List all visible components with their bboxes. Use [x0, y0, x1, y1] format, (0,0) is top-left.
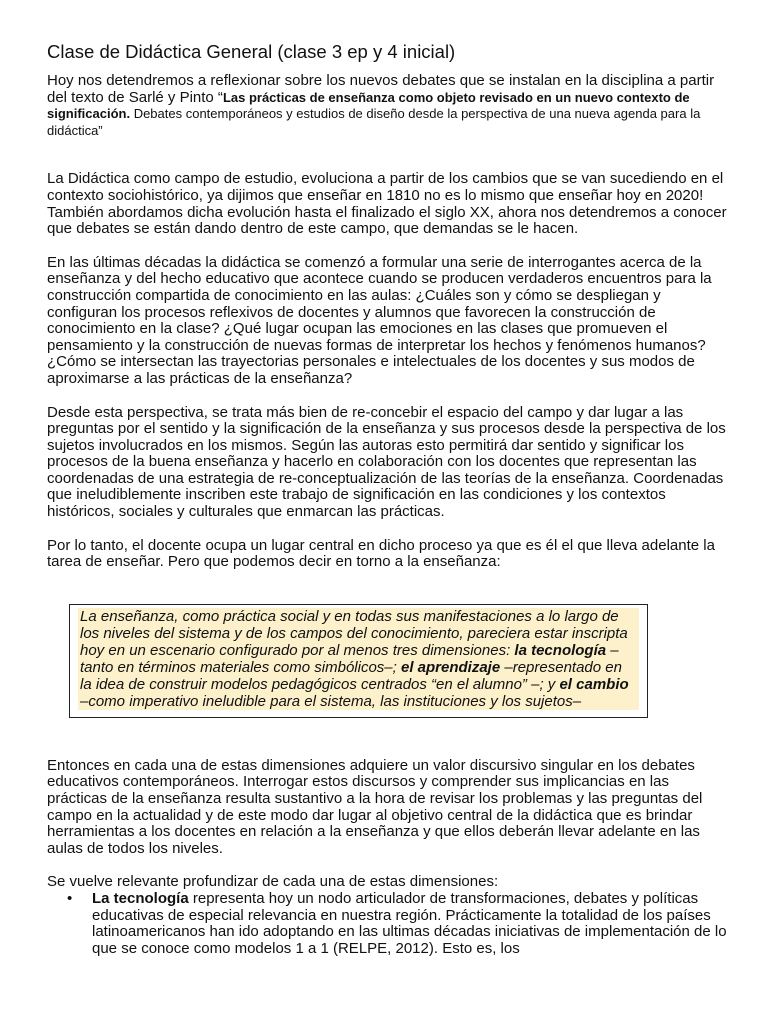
list-item-text: representa hoy un nodo articulador de transformaciones, debates y políticas educativas de especial relevancia en nuestra región. Prácticamente la totalidad de los países latinoamericanos han ido adoptando en las ultimas décadas iniciativas de implementación de lo que se conoce como modelos 1 a 1 (RELPE, 2012). Esto es, los [92, 890, 727, 957]
quote-part-4: –como imperativo ineludible para el sistema, las instituciones y los sujetos– [80, 692, 582, 710]
quote-text [78, 608, 639, 710]
quote-bold-learning: el aprendizaje [400, 658, 501, 676]
intro-paragraph [47, 73, 727, 139]
dimensions-list [47, 891, 727, 957]
paragraph-2: En las últimas décadas la didáctica se comenzó a formular una serie de interrogantes acerca de la enseñanza y del hecho educativo que acontece cuando se producen verdaderos encuentros para la construcción compartida de conocimiento en las aulas: ¿Cuáles son y cómo se despliegan y configuran los procesos reflexivos de docentes y alumnos que favorecen la construcción de conocimiento en la clase? ¿Qué lugar ocupan las emociones en las clases que promueven el pensamiento y la construcción de nuevas formas de interpretar los hechos y fenómenos humanos? ¿Cómo se intersectan las trayectorias personales e intelectuales de los docentes y sus modos de aproximarse a las prácticas de la enseñanza? [47, 253, 712, 387]
paragraph-1: La Didáctica como campo de estudio, evoluciona a partir de los cambios que se van sucediendo en el contexto sociohistórico, ya dijimos que enseñar en 1810 no es lo mismo que enseñar hoy en 2020! También abordamos dicha evolución hasta el finalizado el siglo XX, ahora nos detendremos a conocer que debates se están dando dentro de este campo, que demandas se le hacen. [47, 170, 727, 238]
list-intro: Se vuelve relevante profundizar de cada una de estas dimensiones: [47, 873, 499, 891]
quote-part-1: La enseñanza, como práctica social y en todas sus manifestaciones a lo largo de los niveles del sistema y de los campos del conocimiento, pareciera estar inscripta hoy en un escenario configurado por al menos tres dimensiones: [80, 607, 628, 659]
list-item [47, 891, 727, 957]
intro-bold-title: Las prácticas de enseñanza como objeto revisado en un nuevo contexto de significación. [47, 89, 690, 122]
paragraph-3: Desde esta perspectiva, se trata más bien de re-concebir el espacio del campo y dar lugar a las preguntas por el sentido y la significación de la enseñanza y sus procesos desde la perspectiva de los sujetos involucrados en los mismos. Según las autoras esto permitirá dar sentido y significar los procesos de la buena enseñanza y hacerlo en colaboración con los docentes que representan las coordenadas de una estrategia de re-conceptualización de las teorías de la enseñanza. Coordenadas que ineludiblemente inscriben este trabajo de significación en las condiciones y los contextos históricos, sociales y culturales que enmarcan las prácticas. [47, 403, 726, 521]
quote-bold-change: el cambio [559, 675, 629, 693]
paragraph-4: Por lo tanto, el docente ocupa un lugar central en dicho proceso ya que es él el que lleva adelante la tarea de enseñar. Pero que podemos decir en torno a la enseñanza: [47, 536, 715, 571]
document-page [47, 40, 727, 957]
quote-part-2: –tanto en términos materiales como simbólicos–; [80, 641, 619, 676]
list-item-bold: La tecnología [92, 890, 189, 907]
quote-part-3: –representado en la idea de construir modelos pedagógicos centrados “en el alumno” –; y [80, 658, 622, 693]
document-title: Clase de Didáctica General (clase 3 ep y 4 inicial) [47, 41, 456, 62]
intro-subtitle: Debates contemporáneos y estudios de diseño desde la perspectiva de una nueva agenda para la didáctica” [47, 106, 701, 138]
quote-box [69, 604, 648, 718]
after-quote-paragraph: Entonces en cada una de estas dimensiones adquiere un valor discursivo singular en los debates educativos contemporáneos. Interrogar estos discursos y comprender sus implicancias en las prácticas de la enseñanza resulta sustantivo a la hora de revisar los problemas y las preguntas del campo en la actualidad y de este modo dar lugar al objetivo central de la didáctica que es brindar herramientas a los docentes en relación a la enseñanza y que ellos deberán llevar adelante en las aulas de todos los niveles. [47, 756, 703, 857]
quote-bold-technology: la tecnología [514, 641, 607, 659]
intro-text: Hoy nos detendremos a reflexionar sobre los nuevos debates que se instalan en la disciplina a partir del texto de Sarlé y Pinto “ [47, 72, 715, 106]
bullet-marker: • [67, 890, 73, 907]
